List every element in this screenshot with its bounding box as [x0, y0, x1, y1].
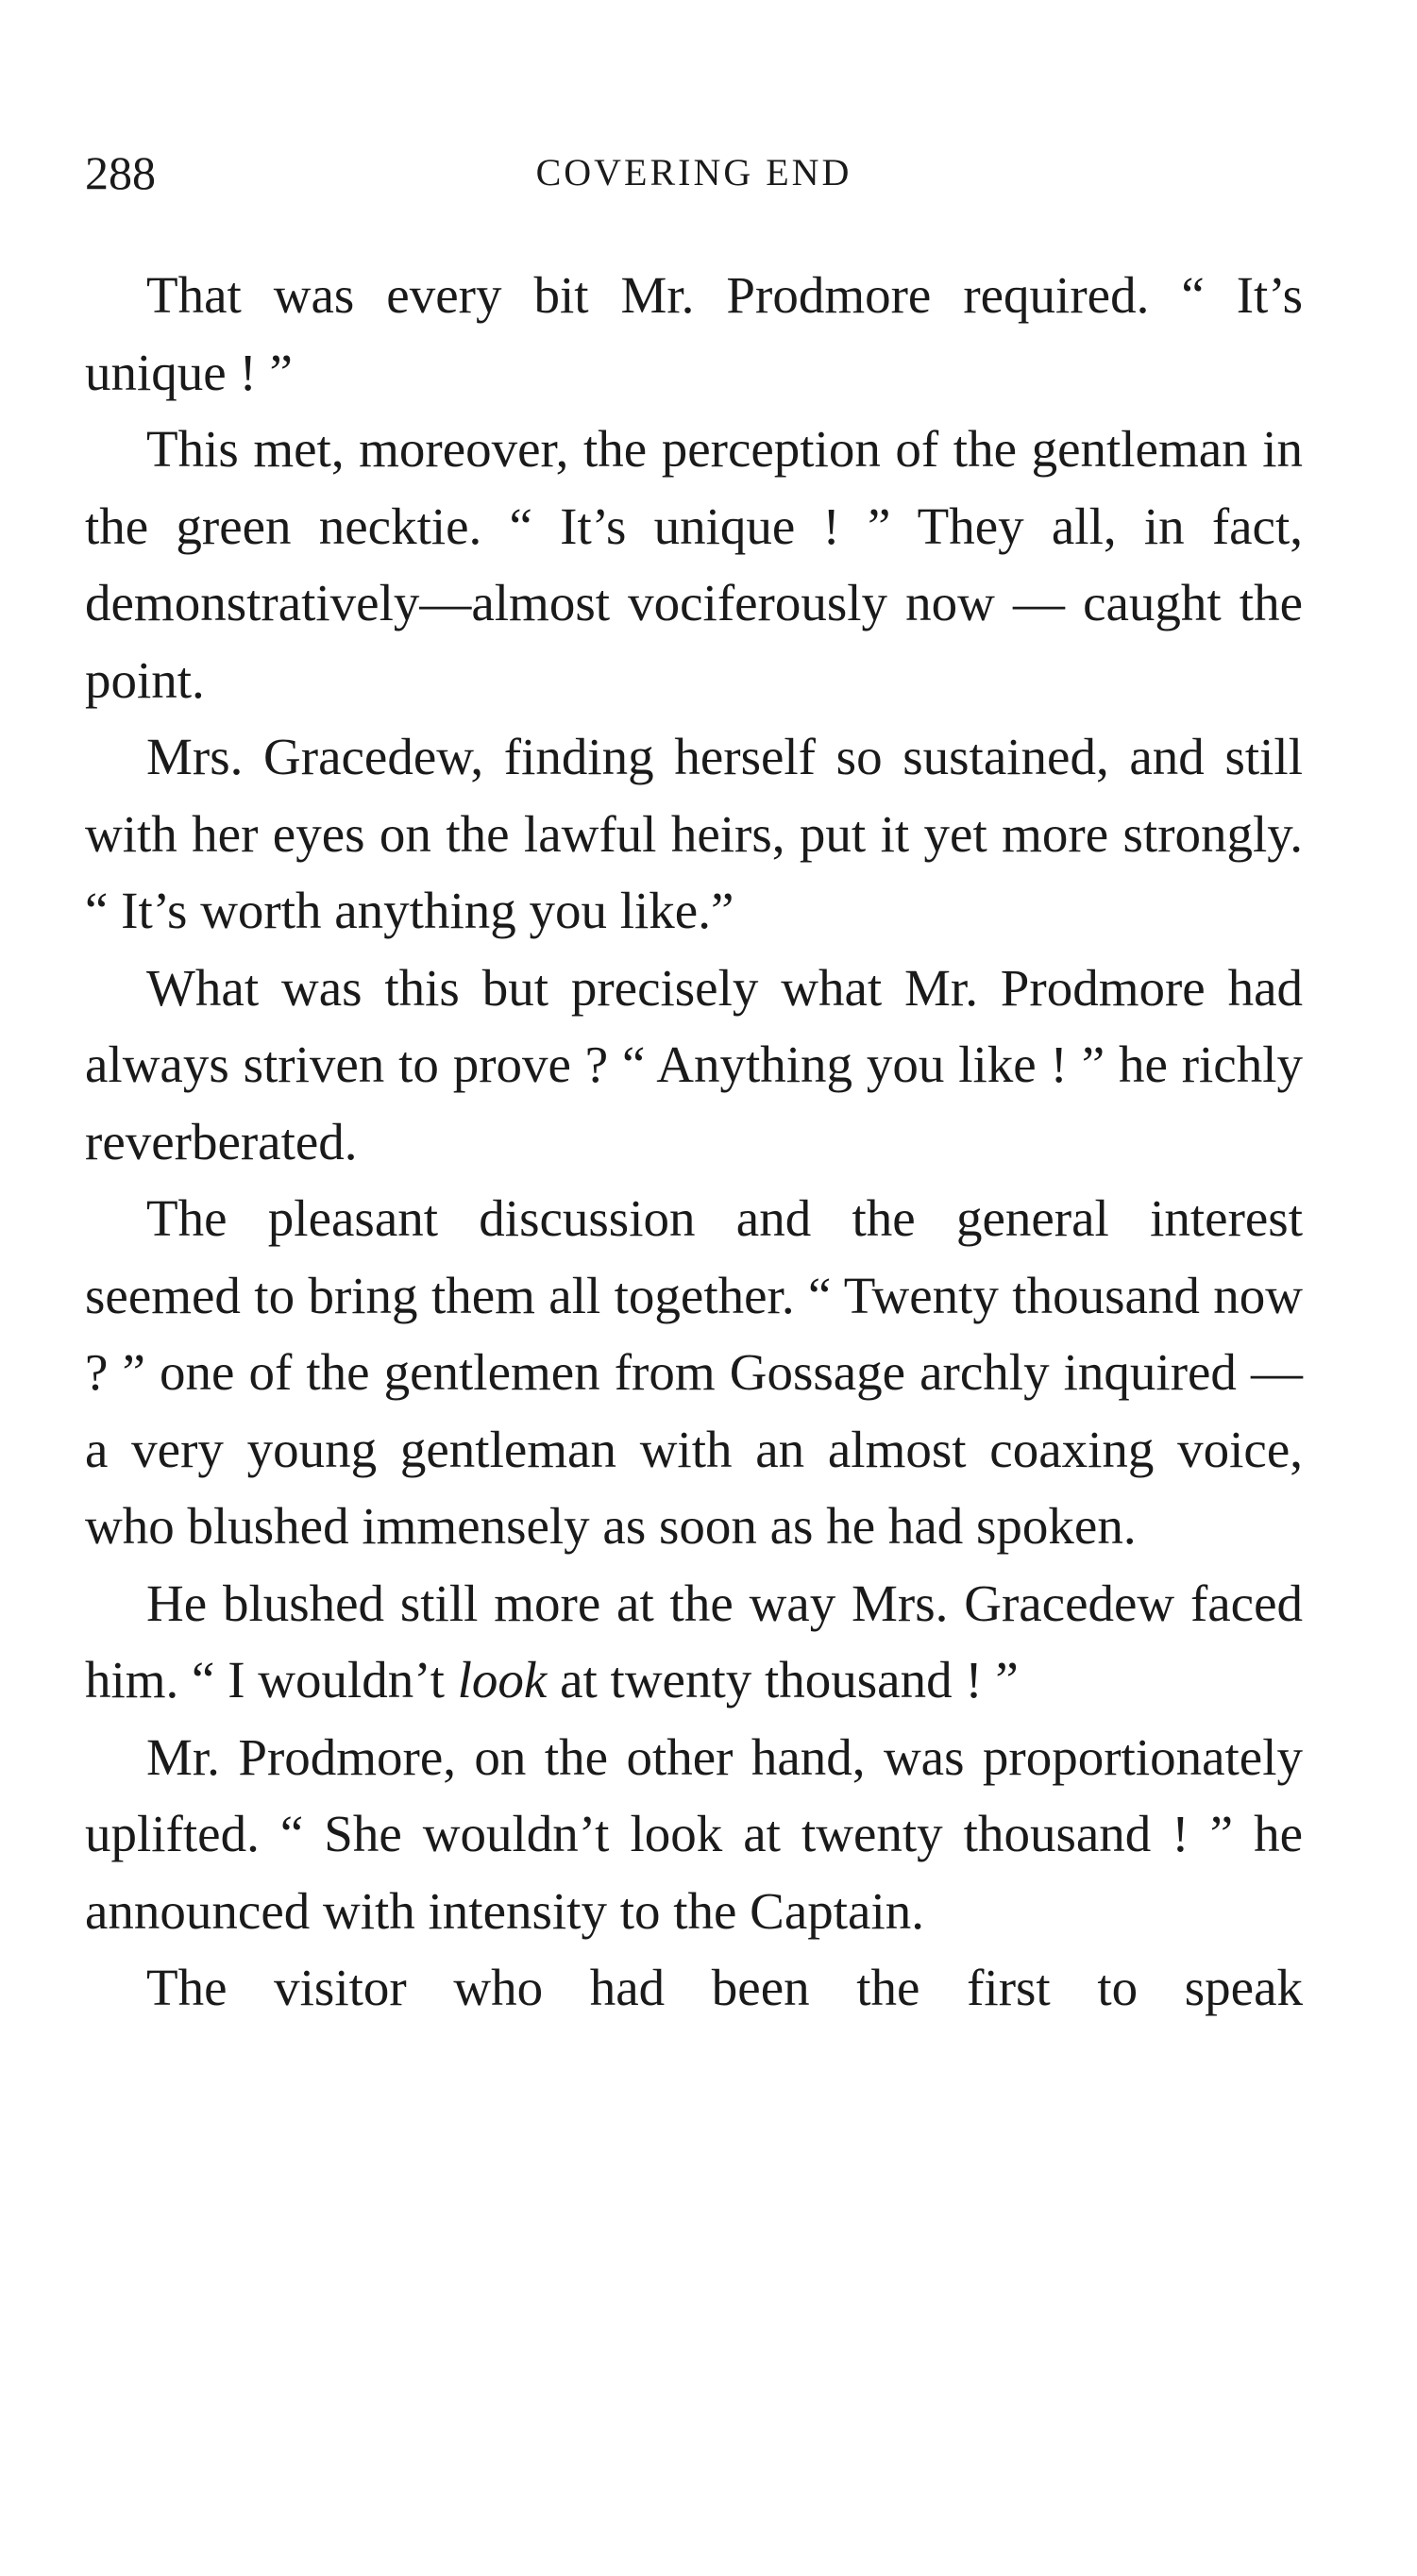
paragraph-1: That was every bit Mr. Prodmore required. “ It’s unique ! ”	[85, 266, 1303, 401]
paragraph-3: Mrs. Gracedew, finding herself so sustained, and still with her eyes on the lawful heirs, put it yet more strongly. “ It’s worth anything you like.”	[85, 728, 1303, 939]
paragraph-7: Mr. Prodmore, on the other hand, was proportionately uplifted. “ She wouldn’t look at twenty thousand ! ” he announced with intensity to the Captain.	[85, 1727, 1303, 1940]
paragraph-6-text-after: at twenty thousand ! ”	[547, 1651, 1019, 1709]
paragraph-4: What was this but precisely what Mr. Prodmore had always striven to prove ? “ Anything you like ! ” he richly reverberated.	[85, 958, 1303, 1170]
body-text	[85, 257, 1303, 2027]
paragraph-8: The visitor who had been the first to speak	[146, 1959, 1303, 2016]
paragraph-6-text-before: He blushed still more at the way Mrs. Gracedew faced him. “ I wouldn’t	[85, 1574, 1303, 1709]
paragraph-5: The pleasant discussion and the general interest seemed to bring them all together. “ Twenty thousand now ? ” one of the gentlemen from Gossage archly inquired — a very young gentleman with an almost coaxing voice, who blushed immensely as soon as he had spoken.	[85, 1189, 1303, 1555]
running-head	[85, 140, 1303, 206]
page-number: 288	[85, 146, 156, 199]
running-title: COVERING END	[535, 151, 852, 194]
paragraph-6	[85, 1565, 1303, 1719]
emphasis-look: look	[457, 1651, 548, 1709]
paragraph-2: This met, moreover, the perception of the gentleman in the green necktie. “ It’s unique ! ” They all, in fact, demonstratively—almost vociferously now — caught the point.	[85, 420, 1303, 709]
